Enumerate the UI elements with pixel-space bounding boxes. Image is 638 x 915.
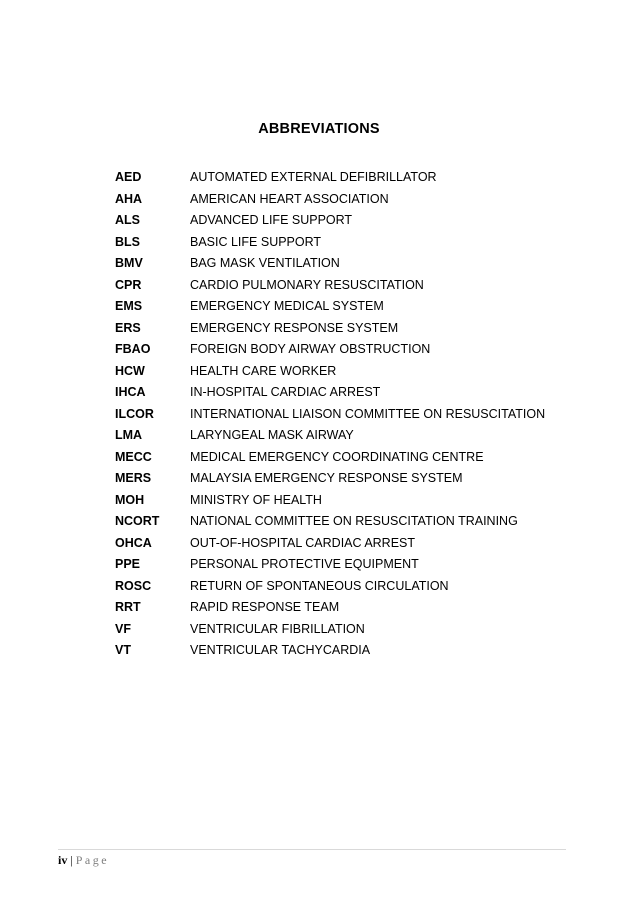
page-number: iv: [58, 853, 68, 867]
abbreviation-row: [115, 447, 545, 469]
abbreviation-row: [115, 640, 545, 662]
abbreviation-definition: FOREIGN BODY AIRWAY OBSTRUCTION: [190, 342, 431, 356]
abbreviation-row: [115, 232, 545, 254]
abbreviation-definition: AMERICAN HEART ASSOCIATION: [190, 191, 389, 206]
abbreviation-term: AED: [115, 170, 142, 184]
abbreviation-row: [115, 210, 545, 232]
abbreviation-term: PPE: [115, 557, 141, 571]
abbreviation-term: ALS: [115, 213, 140, 227]
abbreviation-definition: LARYNGEAL MASK AIRWAY: [190, 428, 354, 442]
abbreviation-definition: CARDIO PULMONARY RESUSCITATION: [190, 277, 424, 292]
abbreviation-list: [115, 167, 545, 662]
abbreviation-term: AHA: [115, 191, 143, 206]
abbreviation-definition: ADVANCED LIFE SUPPORT: [190, 213, 353, 227]
footer-separator: |: [70, 853, 73, 867]
abbreviation-row: [115, 619, 545, 641]
abbreviation-definition: MINISTRY OF HEALTH: [190, 492, 322, 507]
abbreviation-definition: EMERGENCY RESPONSE SYSTEM: [190, 320, 399, 335]
abbreviation-definition: EMERGENCY MEDICAL SYSTEM: [190, 299, 384, 313]
abbreviation-term: OHCA: [115, 535, 152, 550]
abbreviation-definition: BASIC LIFE SUPPORT: [190, 234, 322, 249]
abbreviation-term: NCORT: [115, 514, 160, 528]
abbreviation-definition: INTERNATIONAL LIAISON COMMITTEE ON RESUSCITATION: [190, 406, 546, 421]
abbreviation-row: [115, 296, 545, 318]
abbreviation-definition: NATIONAL COMMITTEE ON RESUSCITATION TRAINING: [190, 514, 518, 528]
abbreviation-definition: VENTRICULAR FIBRILLATION: [190, 621, 365, 636]
abbreviation-row: [115, 511, 545, 533]
abbreviation-definition: AUTOMATED EXTERNAL DEFIBRILLATOR: [190, 170, 437, 184]
abbreviation-term: ROSC: [115, 578, 152, 593]
abbreviation-definition: RETURN OF SPONTANEOUS CIRCULATION: [190, 578, 449, 593]
abbreviation-row: [115, 318, 545, 340]
abbreviation-row: [115, 554, 545, 576]
footer-divider: [58, 849, 566, 850]
abbreviation-term: ILCOR: [115, 406, 154, 421]
abbreviation-term: MERS: [115, 471, 152, 485]
abbreviation-definition: PERSONAL PROTECTIVE EQUIPMENT: [190, 557, 419, 571]
abbreviation-term: RRT: [115, 600, 141, 614]
abbreviation-row: [115, 167, 545, 189]
page-title: ABBREVIATIONS: [258, 121, 380, 137]
abbreviation-row: [115, 533, 545, 555]
abbreviation-row: [115, 425, 545, 447]
abbreviation-term: IHCA: [115, 385, 146, 399]
abbreviation-term: VT: [115, 643, 131, 657]
page-label: Page: [75, 853, 110, 867]
abbreviation-definition: RAPID RESPONSE TEAM: [190, 600, 340, 614]
abbreviation-row: [115, 576, 545, 598]
abbreviation-term: VF: [115, 621, 131, 636]
abbreviation-row: [115, 189, 545, 211]
abbreviation-term: MOH: [115, 492, 145, 507]
abbreviation-row: [115, 404, 545, 426]
abbreviation-definition: OUT-OF-HOSPITAL CARDIAC ARREST: [190, 535, 416, 550]
abbreviation-term: EMS: [115, 299, 143, 313]
abbreviation-definition: MEDICAL EMERGENCY COORDINATING CENTRE: [190, 449, 484, 464]
abbreviation-row: [115, 275, 545, 297]
page-footer: [58, 853, 109, 868]
abbreviation-row: [115, 382, 545, 404]
abbreviation-definition: MALAYSIA EMERGENCY RESPONSE SYSTEM: [190, 471, 463, 485]
abbreviation-row: [115, 468, 545, 490]
abbreviation-row: [115, 361, 545, 383]
abbreviation-row: [115, 597, 545, 619]
abbreviation-term: MECC: [115, 449, 152, 464]
abbreviation-definition: VENTRICULAR TACHYCARDIA: [190, 643, 371, 657]
abbreviation-term: LMA: [115, 428, 143, 442]
abbreviation-row: [115, 253, 545, 275]
abbreviation-row: [115, 339, 545, 361]
abbreviation-term: HCW: [115, 363, 145, 378]
abbreviation-definition: IN-HOSPITAL CARDIAC ARREST: [190, 385, 381, 399]
abbreviation-term: FBAO: [115, 342, 151, 356]
abbreviation-definition: HEALTH CARE WORKER: [190, 363, 337, 378]
abbreviation-definition: BAG MASK VENTILATION: [190, 256, 340, 270]
abbreviation-term: CPR: [115, 277, 142, 292]
abbreviation-term: ERS: [115, 320, 141, 335]
abbreviation-row: [115, 490, 545, 512]
abbreviation-term: BLS: [115, 234, 140, 249]
abbreviation-term: BMV: [115, 256, 143, 270]
